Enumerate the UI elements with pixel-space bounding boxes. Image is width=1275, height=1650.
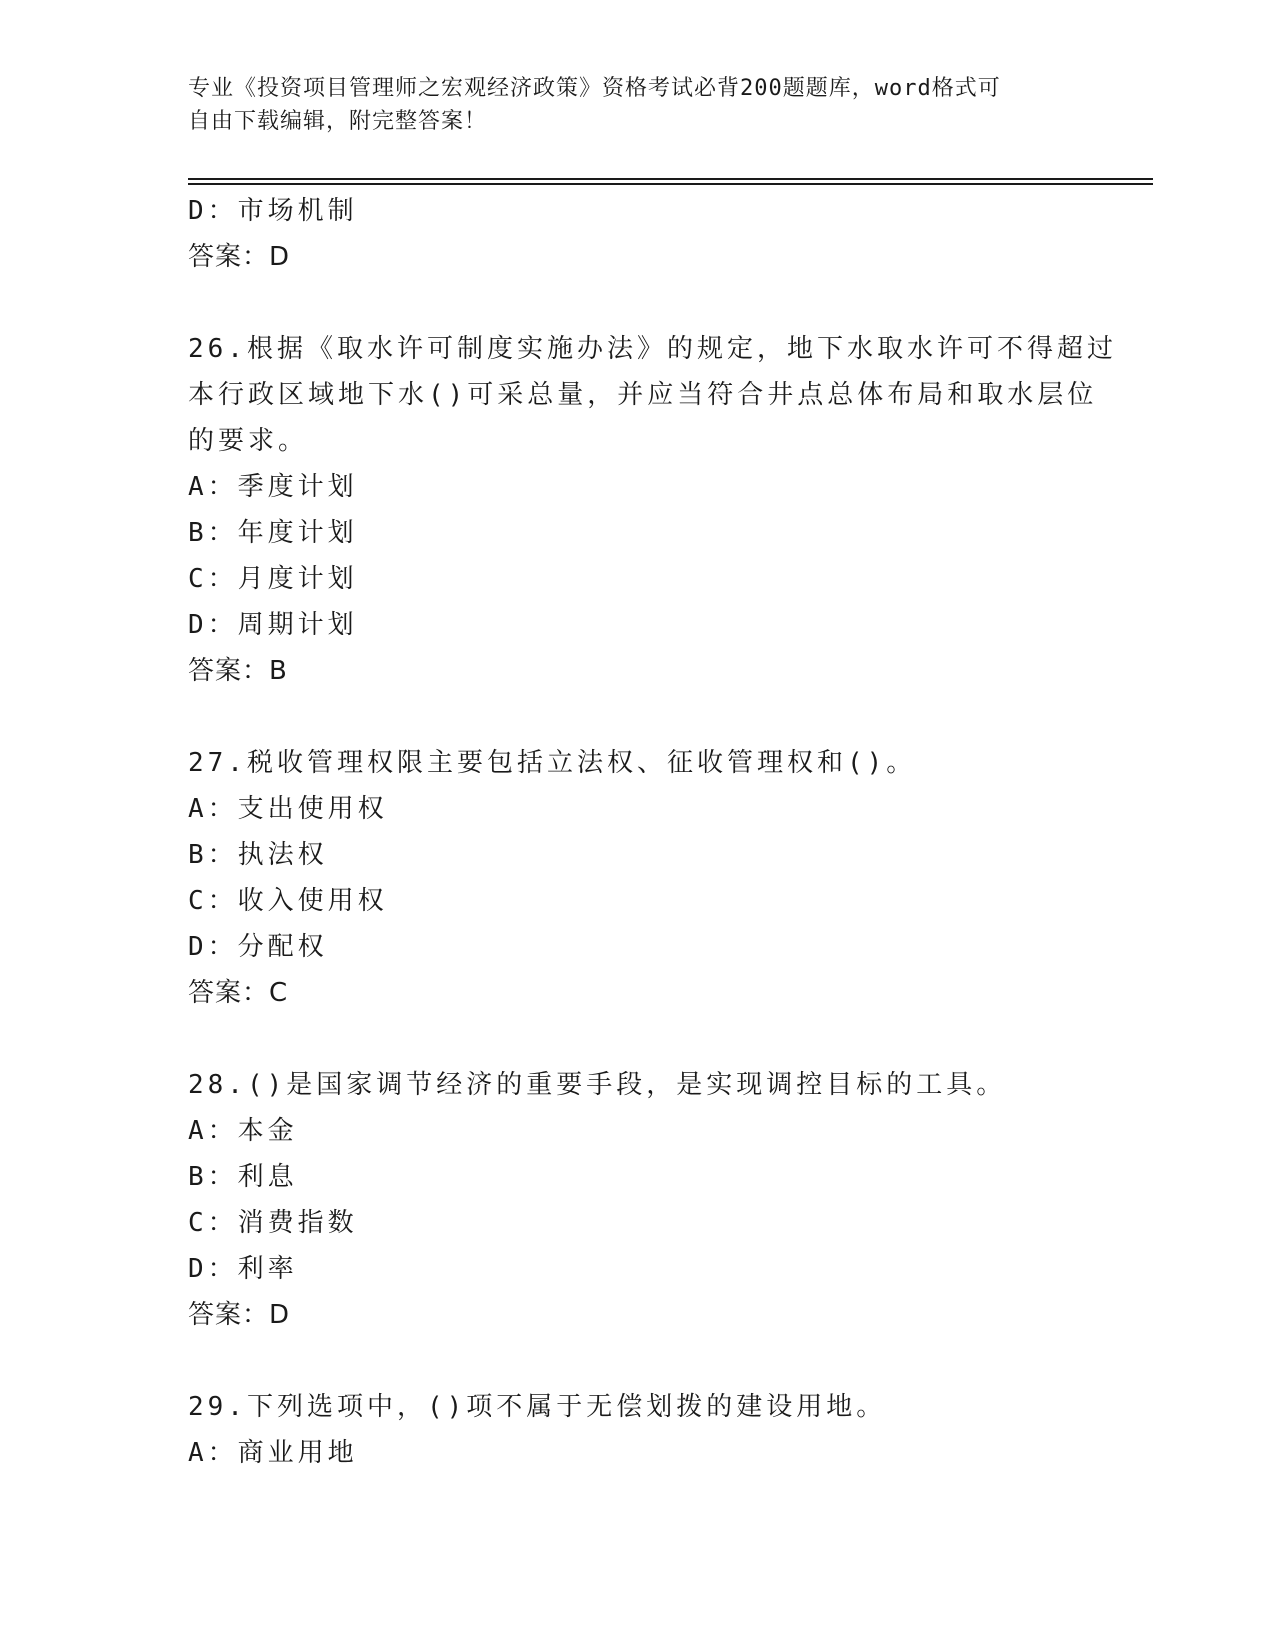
option-b: B：年度计划 bbox=[188, 518, 358, 548]
option-d: D：分配权 bbox=[188, 932, 328, 962]
option-d: D：周期计划 bbox=[188, 610, 358, 640]
question-text-line: 26.根据《取水许可制度实施办法》的规定，地下水取水许可不得超过 bbox=[188, 334, 1117, 364]
header-line-2: 自由下载编辑，附完整答案！ bbox=[188, 109, 488, 134]
option-a: A：支出使用权 bbox=[188, 794, 388, 824]
option-c: C：收入使用权 bbox=[188, 886, 388, 916]
option-d: D：利率 bbox=[188, 1254, 298, 1284]
option-a: A：商业用地 bbox=[188, 1438, 358, 1468]
option-a: A：本金 bbox=[188, 1116, 298, 1146]
answer-line: 答案：D bbox=[188, 1300, 291, 1330]
option-d: D：市场机制 bbox=[188, 196, 358, 226]
question-list bbox=[188, 188, 1117, 1476]
header-line-1: 专业《投资项目管理师之宏观经济政策》资格考试必背200题题库，word格式可 bbox=[188, 76, 1001, 101]
question-28 bbox=[188, 1062, 1088, 1338]
question-text-line: 的要求。 bbox=[188, 426, 309, 456]
option-c: C：月度计划 bbox=[188, 564, 358, 594]
question-text-line: 28.()是国家调节经济的重要手段，是实现调控目标的工具。 bbox=[188, 1070, 1007, 1100]
partial-question-25 bbox=[188, 188, 1088, 280]
answer-line: 答案：C bbox=[188, 978, 289, 1008]
option-b: B：执法权 bbox=[188, 840, 328, 870]
question-text-line: 本行政区域地下水()可采总量，并应当符合井点总体布局和取水层位 bbox=[188, 380, 1098, 410]
header-divider-bottom bbox=[188, 183, 1153, 185]
document-header bbox=[188, 72, 1088, 138]
question-27 bbox=[188, 740, 1088, 1016]
question-text-line: 29.下列选项中，()项不属于无偿划拨的建设用地。 bbox=[188, 1392, 887, 1422]
option-b: B：利息 bbox=[188, 1162, 298, 1192]
option-c: C：消费指数 bbox=[188, 1208, 358, 1238]
header-divider-top bbox=[188, 178, 1153, 180]
question-26 bbox=[188, 326, 1117, 694]
answer-line: 答案：B bbox=[188, 656, 288, 686]
answer-line: 答案：D bbox=[188, 242, 291, 272]
question-29 bbox=[188, 1384, 1088, 1476]
question-text-line: 27.税收管理权限主要包括立法权、征收管理权和()。 bbox=[188, 748, 917, 778]
option-a: A：季度计划 bbox=[188, 472, 358, 502]
